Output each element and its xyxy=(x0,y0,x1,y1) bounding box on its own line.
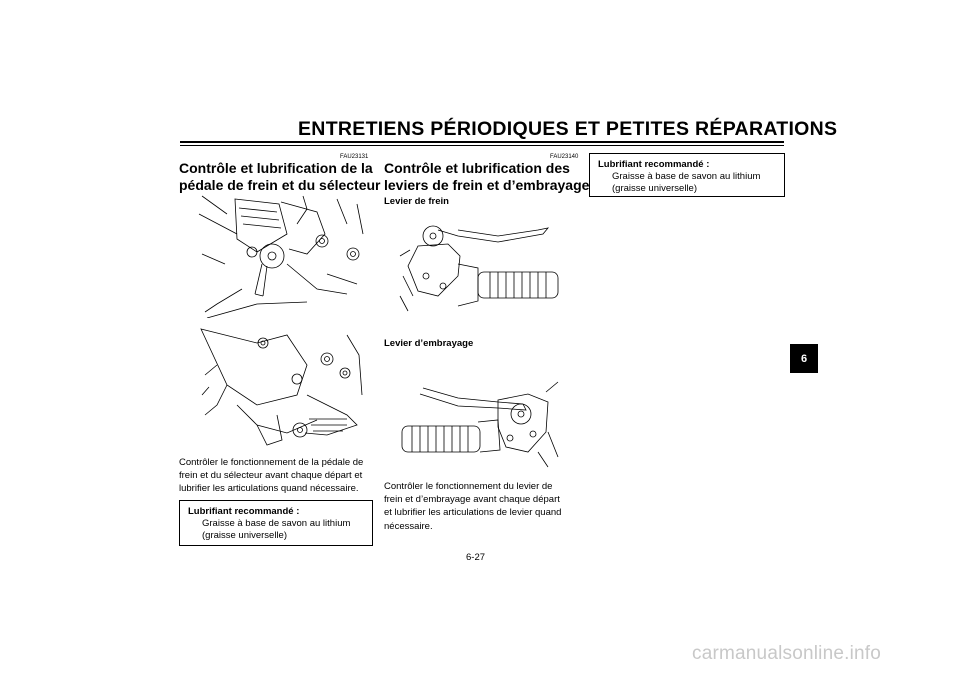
page-number: 6-27 xyxy=(466,552,486,563)
brake-pedal-illustration xyxy=(197,194,367,318)
section-body-levers: Contrôler le fonctionnement du levier de frein et d’embrayage avant chaque départ et lubrifier les articulations de levier quand nécessaire. xyxy=(384,481,562,532)
lubricant-box xyxy=(179,500,373,546)
lubricant-label: Lubrifiant recommandé : xyxy=(188,506,300,517)
clutch-lever-illustration xyxy=(398,372,568,472)
lubricant-value: Graisse à base de savon au lithium xyxy=(612,171,761,182)
lubricant-value-note: (graisse universelle) xyxy=(202,530,288,541)
lubricant-value-note: (graisse universelle) xyxy=(612,183,698,194)
header-rule-thin xyxy=(180,145,784,146)
lubricant-value: Graisse à base de savon au lithium xyxy=(202,518,351,529)
brake-lever-label: Levier de frein xyxy=(384,196,449,207)
section-code: FAU23140 xyxy=(550,154,579,160)
watermark: carmanualsonline.info xyxy=(692,643,882,664)
brake-lever-illustration xyxy=(398,216,568,316)
section-code: FAU23131 xyxy=(340,154,369,160)
header-rule xyxy=(180,141,784,143)
clutch-lever-label: Levier d’embrayage xyxy=(384,338,474,349)
page-header-title: ENTRETIENS PÉRIODIQUES ET PETITES RÉPARATIONS xyxy=(298,118,838,140)
section-title-brake-pedal: Contrôle et lubrification de la pédale de frein et du sélecteur xyxy=(179,160,381,193)
section-body-brake-pedal: Contrôler le fonctionnement de la pédale de frein et du sélecteur avant chaque départ et lubrifier les articulations quand nécessaire. xyxy=(179,457,364,495)
chapter-tab: 6 xyxy=(790,344,818,373)
section-title-levers: Contrôle et lubrification des leviers de frein et d’embrayage xyxy=(384,160,590,193)
shift-pedal-illustration xyxy=(197,325,367,452)
lubricant-label: Lubrifiant recommandé : xyxy=(598,159,710,170)
lubricant-box-levers xyxy=(589,153,785,197)
